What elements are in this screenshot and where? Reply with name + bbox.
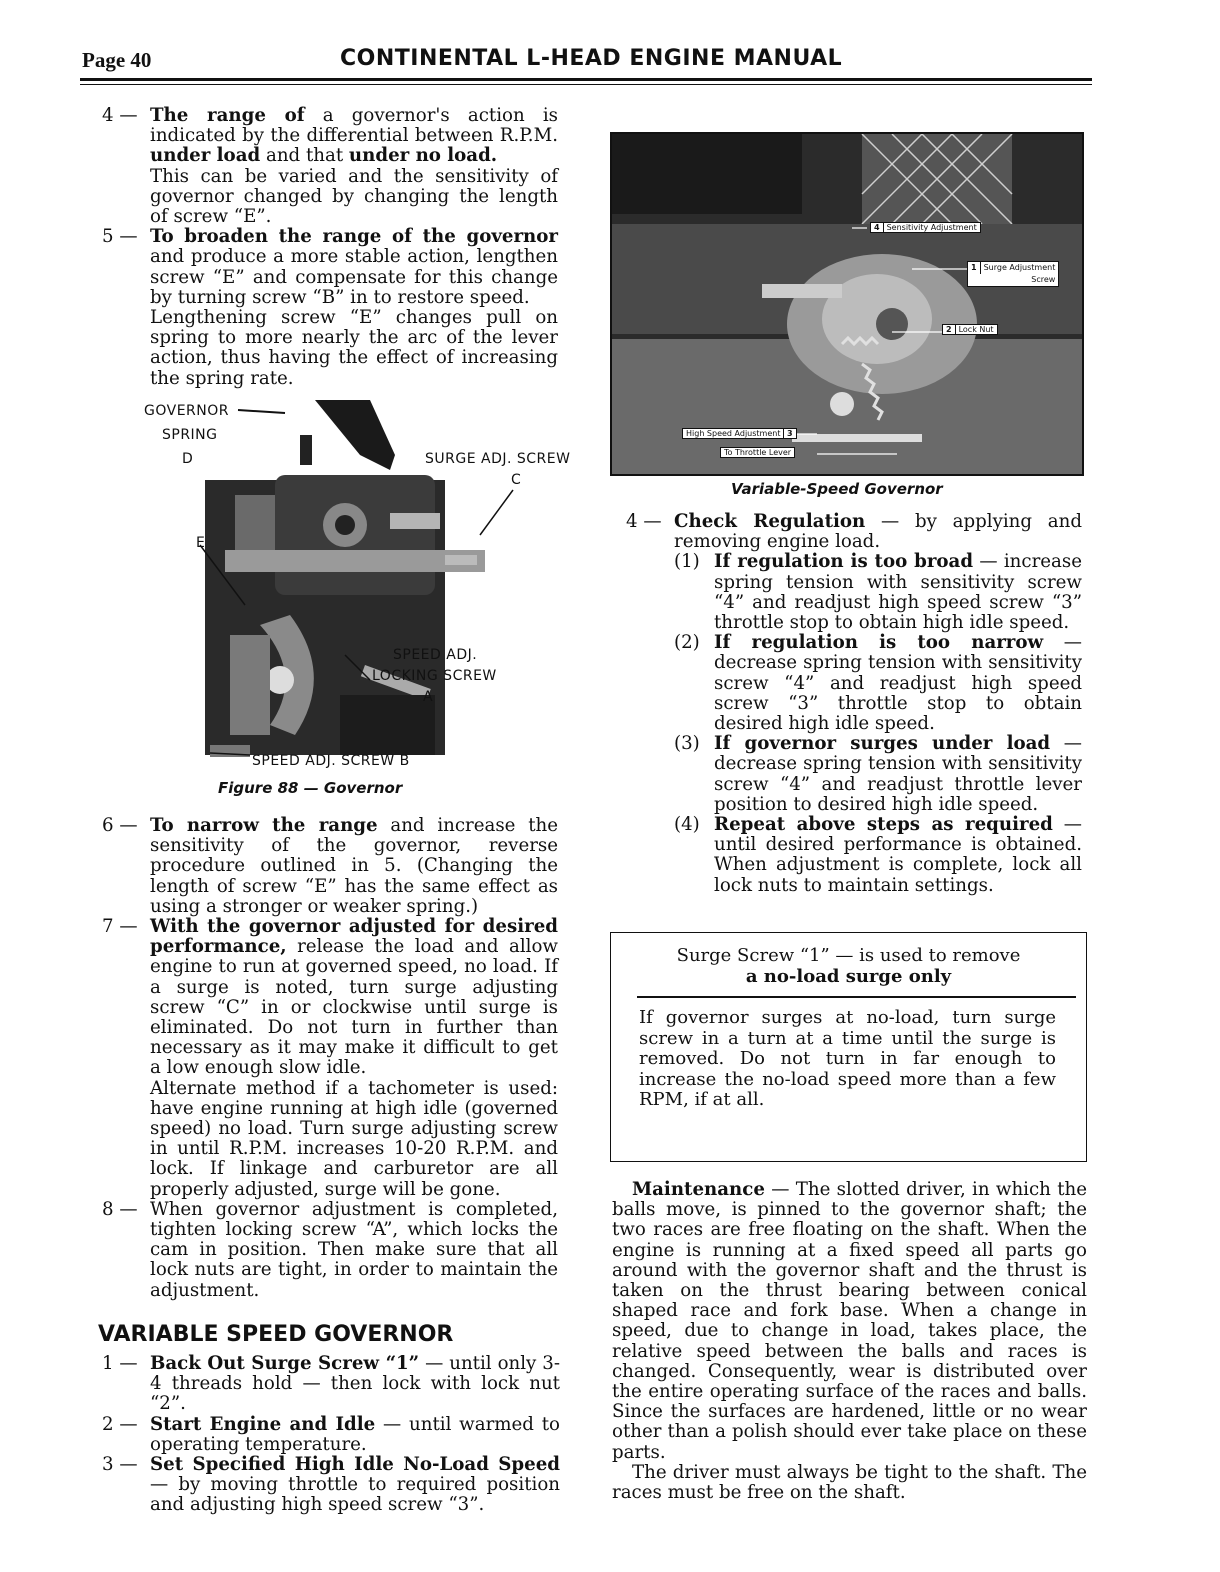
label-lock-nut: 2 Lock Nut [942,324,998,335]
right-column-steps [626,512,1082,896]
vs-step-2: 2 — Start Engine and Idle — until warmed to operating temperature. [102,1413,560,1455]
left-column-top [102,106,558,389]
surge-screw-note [610,932,1087,1162]
list-item-4: 4 — The range of a governor's action is indicated by the differential between R.P.M. under load and that under no load. This can be varied and the sensitivity of governor changed by changing the length of screw “E”. [102,105,559,228]
maintenance-section: Maintenance — The slotted driver, in which the balls move, is pinned to the governor shaft; the two races are free floating on the shaft. When the engine is running at a fixed speed all parts go around with the governor shaft and the thrust is taken on the thrust bearing between conical shaped race and fork base. When a change in speed, due to change in load, takes place, the relative speed between the balls and races is changed. Consequently, wear is distributed over the entire operating surface of the races and balls. Since the surfaces are hardened, little or no wear other than a polish should ever take place on these parts. The driver must always be tight to the shaft. The races must be free on the shaft. [612,1179,1087,1504]
label-governor-spring: GOVERNOR [144,403,229,419]
regulation-sub-3: (3) If governor surges under load — decrease spring tension with sensitivity screw “4” and readjust throttle lever position to desired high idle speed. [674,733,1082,815]
regulation-sub-4: (4) Repeat above steps as required — until desired performance is obtained. When adjustment is complete, lock all lock nuts to maintain settings. [674,814,1082,896]
variable-speed-governor-photo [610,132,1084,476]
header-rule [80,78,1092,81]
check-regulation-item: 4 — Check Regulation — by applying and removing engine load. (1) If regulation is too broad — increase spring tension with sensitivity screw “4” and readjust high speed screw “3” throttle stop to obtain high idle speed. (2) If regulation is too narrow — decrease spring tension with sensitivity screw “4” and readjust high speed screw “3” throttle stop to obtain desired high idle speed. (3) If governor surges under load — decrease spring tension with sensitivity screw “4” and readjust throttle lever position to desired high idle speed. (4) Repeat above steps as required — until desired performance is obtained. When adjustment is complete, lock all lock nuts to maintain settings. [626,511,1082,896]
regulation-sub-1: (1) If regulation is too broad — increase spring tension with sensitivity screw “4” and readjust high speed screw “3” throttle stop to obtain high idle speed. [674,551,1082,634]
label-a: A [423,689,434,705]
photo-illustration [612,134,1082,474]
note-title: Surge Screw “1” — is used to remove a no-load surge only [676,945,1021,987]
list-item-7: 7 — With the governor adjusted for desired performance, release the load and allow engine to run at governed speed, no load. If a surge is noted, turn surge adjusting screw “C” in or clockwise until surge is eliminated. Do not turn in further than necessary as it may make it difficult to get a low enough slow idle. Alternate method if a tachometer is used: have engine running at high idle (governed speed) no load. Turn surge adjusting screw in until R.P.M. increases 10-20 R.P.M. and lock. If linkage and carburetor are all properly adjusted, surge will be gone. [102,916,558,1200]
note-body: If governor surges at no-load, turn surge screw in a turn at a time until the surge is removed. Do not turn in far enough to increase the no-load speed more than a few RPM, if at all. [639,1007,1056,1110]
list-item-5: 5 — To broaden the range of the governor and produce a more stable action, lengthen screw “E” and compensate for this change by turning screw “B” in to restore speed. Lengthening screw “E” changes pull on spring to more nearly the arc of the lever action, thus having the effect of increasing the spring rate. [102,226,558,389]
section-heading: VARIABLE SPEED GOVERNOR [98,1322,454,1347]
page-number: Page 40 [82,48,152,72]
vs-step-1: 1 — Back Out Surge Screw “1” — until only 3-4 threads hold — then lock with lock nut “2”. [102,1353,561,1415]
figure-caption: Figure 88 — Governor [218,779,403,797]
label-c: C [511,472,522,488]
label-surge-adjustment-screw: 1 Surge Adjustment Screw [967,261,1059,287]
label-sensitivity-adjustment: 4 Sensitivity Adjustment [870,222,981,233]
photo-caption: Variable-Speed Governor [731,480,943,498]
figure-88-governor [140,395,585,805]
left-column-bottom [102,816,558,1301]
label-locking-screw: LOCKING SCREW [372,668,497,684]
note-divider [637,996,1076,998]
regulation-sub-2: (2) If regulation is too narrow — decrease spring tension with sensitivity screw “4” and readjust high speed screw “3” throttle stop to obtain desired high idle speed. [674,632,1082,735]
label-surge-adj-screw: SURGE ADJ. SCREW [425,451,571,467]
label-d: D [182,451,194,467]
label-high-speed-adjustment: High Speed Adjustment 3 [682,428,797,439]
header-rule-thin [80,84,1092,85]
label-spring: SPRING [162,427,218,443]
variable-speed-steps [102,1354,560,1516]
manual-title: CONTINENTAL L-HEAD ENGINE MANUAL [340,46,843,71]
label-speed-adj: SPEED ADJ. [393,647,478,663]
item-number: 4 — [102,105,138,126]
vs-step-3: 3 — Set Specified High Idle No-Load Speed — by moving throttle to required position and adjusting high speed screw “3”. [102,1454,560,1516]
list-item-6: 6 — To narrow the range and increase the sensitivity of the governor, reverse procedure outlined in 5. (Changing the length of screw “E” has the same effect as using a stronger or weaker spring.) [102,815,558,917]
list-item-8: 8 — When governor adjustment is completed, tighten locking screw “A”, which locks the cam in position. Then make sure that all lock nuts are tight, in order to maintain the adjustment. [102,1198,558,1301]
label-to-throttle-lever: To Throttle Lever [720,447,795,458]
label-speed-adj-screw-b: SPEED ADJ. SCREW B [252,753,410,769]
label-e: E [196,535,206,551]
